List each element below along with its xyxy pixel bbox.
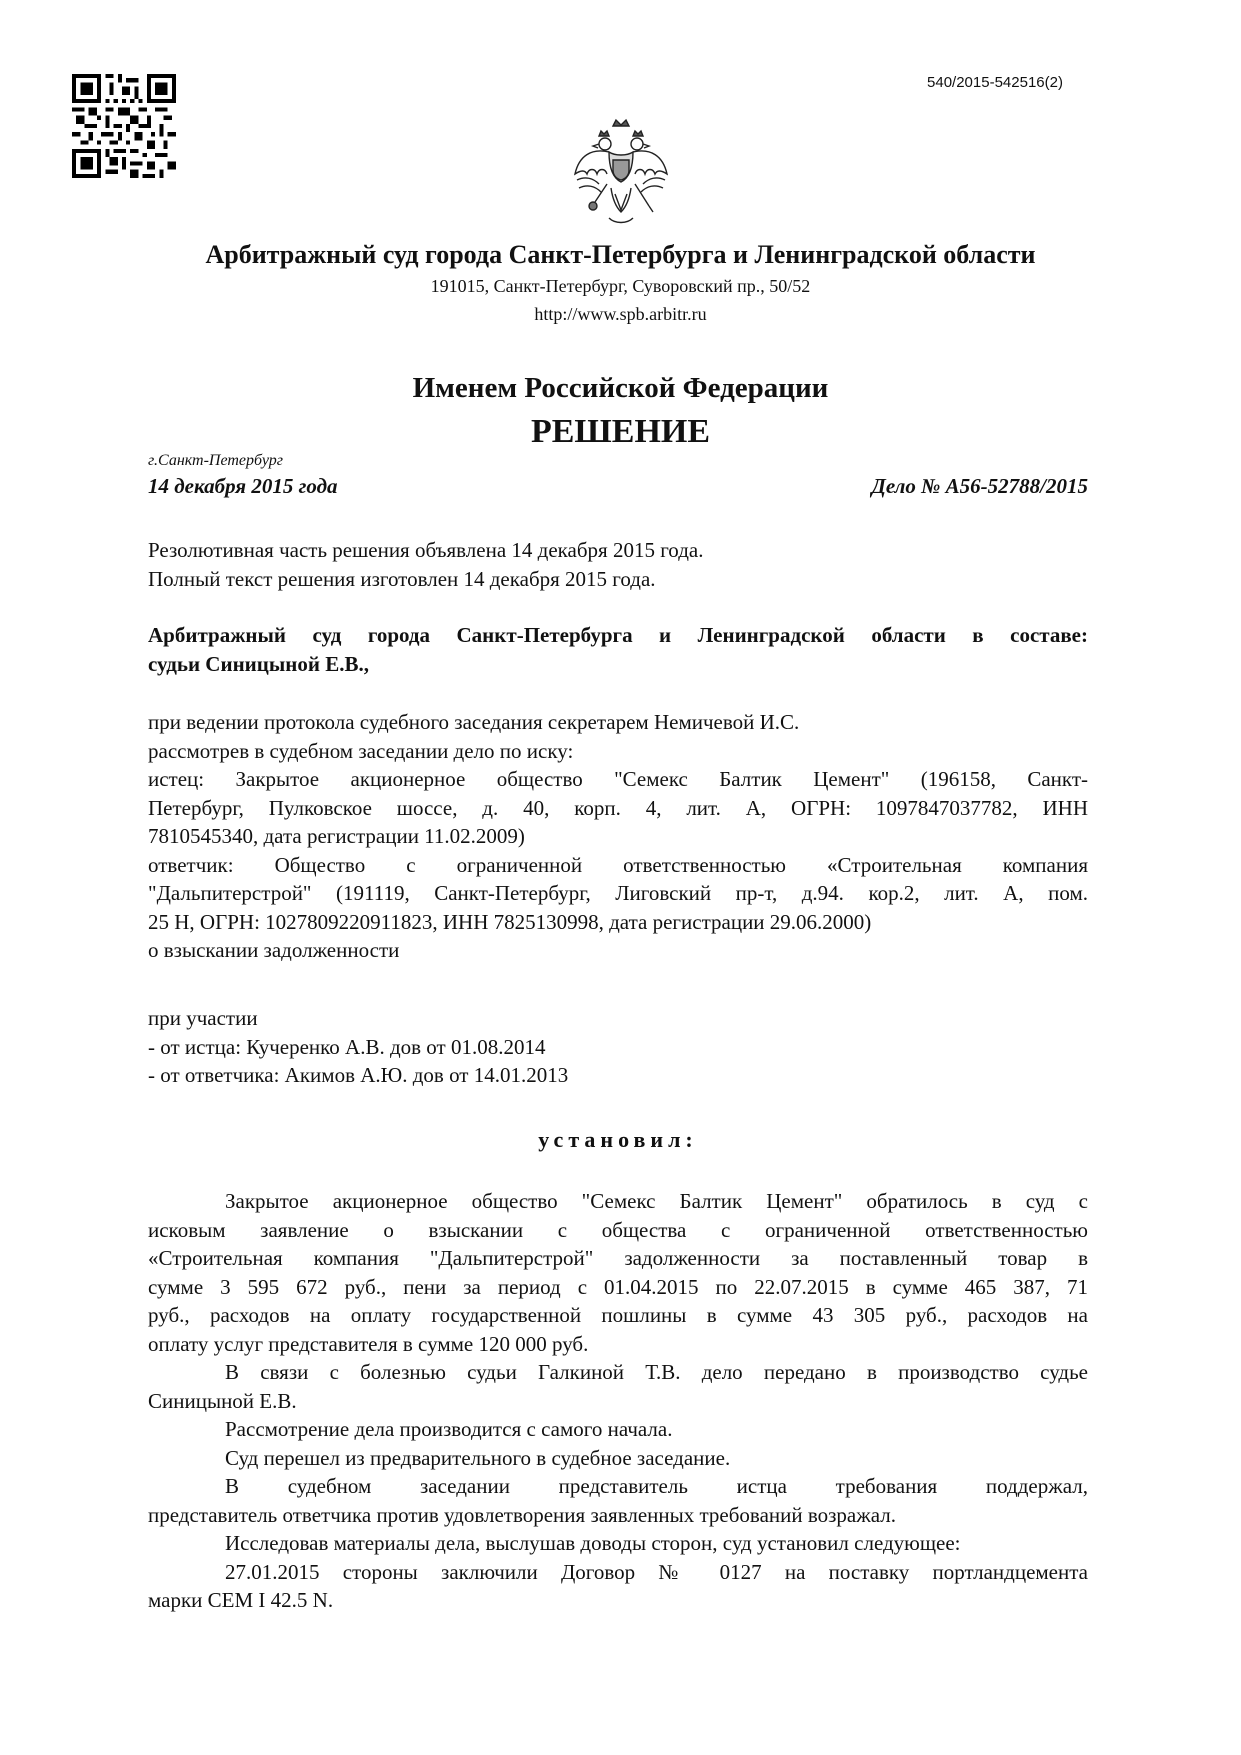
title-decision: РЕШЕНИЕ xyxy=(530,413,711,450)
participants-line: - от истца: Кучеренко А.В. дов от 01.08.2014 xyxy=(148,1034,546,1059)
city: г.Санкт-Петербург xyxy=(148,452,283,469)
composition-line: Арбитражный суд города Санкт-Петербурга и Ленинградской области в составе: xyxy=(148,623,1088,647)
body-line: исковым заявление о взыскании с общества с ограниченной ответственностью xyxy=(148,1217,1088,1242)
body-line: Суд перешел из предварительного в судебное заседание. xyxy=(225,1445,731,1470)
participants-line: - от ответчика: Акимов А.Ю. дов от 14.01.2013 xyxy=(148,1063,569,1087)
body-line: Исследовав материалы дела, выслушав доводы сторон, суд установил следующее: xyxy=(225,1531,961,1555)
body-line: В связи с болезнью судьи Галкиной Т.В. дело передано в производство судье xyxy=(225,1360,1088,1384)
body-line: сумме 3 595 672 руб., пени за период с 01.04.2015 по 22.07.2015 в сумме 465 387, 71 xyxy=(148,1274,1088,1299)
case-details-block xyxy=(148,708,1088,965)
body-line: Рассмотрение дела производится с самого начала. xyxy=(225,1417,673,1441)
case-barcode-number: 540/2015-542516(2) xyxy=(927,74,1063,91)
case-line: "Дальпитерстрой" (191119, Санкт-Петербург, Лиговский пр-т, д.94. кор.2, лит. А, пом. xyxy=(148,881,1088,905)
case-line: о взыскании задолженности xyxy=(148,938,400,962)
body-line: марки CEM I 42.5 N. xyxy=(148,1588,334,1612)
body-line: руб., расходов на оплату государственной пошлины в сумме 43 305 руб., расходов на xyxy=(148,1303,1088,1327)
qr-code-icon xyxy=(72,74,176,178)
case-line: 7810545340, дата регистрации 11.02.2009) xyxy=(148,824,525,848)
case-line: рассмотрев в судебном заседании дело по иску: xyxy=(148,738,574,763)
composition-block xyxy=(148,621,1088,678)
court-website: http://www.spb.arbitr.ru xyxy=(534,304,707,324)
body-line: представитель ответчика против удовлетворения заявленных требований возражал. xyxy=(148,1502,896,1527)
court-name: Арбитражный суд города Санкт-Петербурга и Ленинградской области xyxy=(205,240,1036,269)
case-line: Петербург, Пулковское шоссе, д. 40, корп. 4, лит. А, ОГРН: 1097847037782, ИНН xyxy=(148,795,1088,820)
case-number: Дело № А56-52788/2015 xyxy=(871,474,1088,498)
composition-judge: судьи Синицыной Е.В., xyxy=(148,651,369,676)
announce-line: Резолютивная часть решения объявлена 14 декабря 2015 года. xyxy=(148,538,704,562)
case-line: при ведении протокола судебного заседания секретарем Немичевой И.С. xyxy=(148,710,800,734)
body-block xyxy=(148,1187,1088,1615)
body-line: Синицыной Е.В. xyxy=(148,1388,297,1413)
body-line: В судебном заседании представитель истца требования поддержал, xyxy=(225,1474,1088,1498)
body-line: «Строительная компания "Дальпитерстрой" задолженности за поставленный товар в xyxy=(148,1246,1088,1270)
case-line: 25 Н, ОГРН: 1027809220911823, ИНН 7825130998, дата регистрации 29.06.2000) xyxy=(148,909,872,934)
participants-line: при участии xyxy=(148,1006,258,1030)
court-address: 191015, Санкт-Петербург, Суворовский пр., 50/52 xyxy=(430,276,811,296)
date-row xyxy=(148,474,1088,499)
established-heading: установил: xyxy=(538,1127,698,1152)
document-title-block xyxy=(0,368,1241,456)
court-header xyxy=(0,238,1241,328)
title-on-behalf: Именем Российской Федерации xyxy=(412,372,829,404)
participants-block xyxy=(148,1004,1088,1090)
case-line: истец: Закрытое акционерное общество "Семекс Балтик Цемент" (196158, Санкт- xyxy=(148,767,1088,791)
established-heading-wrap xyxy=(148,1126,1088,1155)
announcement-block xyxy=(148,536,1088,593)
body-line: Закрытое акционерное общество "Семекс Балтик Цемент" обратилось в суд с xyxy=(225,1189,1088,1213)
case-line: ответчик: Общество с ограниченной ответственностью «Строительная компания xyxy=(148,852,1088,877)
coat-of-arms-icon xyxy=(569,118,673,230)
announce-line: Полный текст решения изготовлен 14 декабря 2015 года. xyxy=(148,566,656,591)
body-line: оплату услуг представителя в сумме 120 000 руб. xyxy=(148,1331,589,1356)
body-line: 27.01.2015 стороны заключили Договор № 0127 на поставку портландцемента xyxy=(225,1559,1088,1584)
decision-date: 14 декабря 2015 года xyxy=(148,474,338,498)
